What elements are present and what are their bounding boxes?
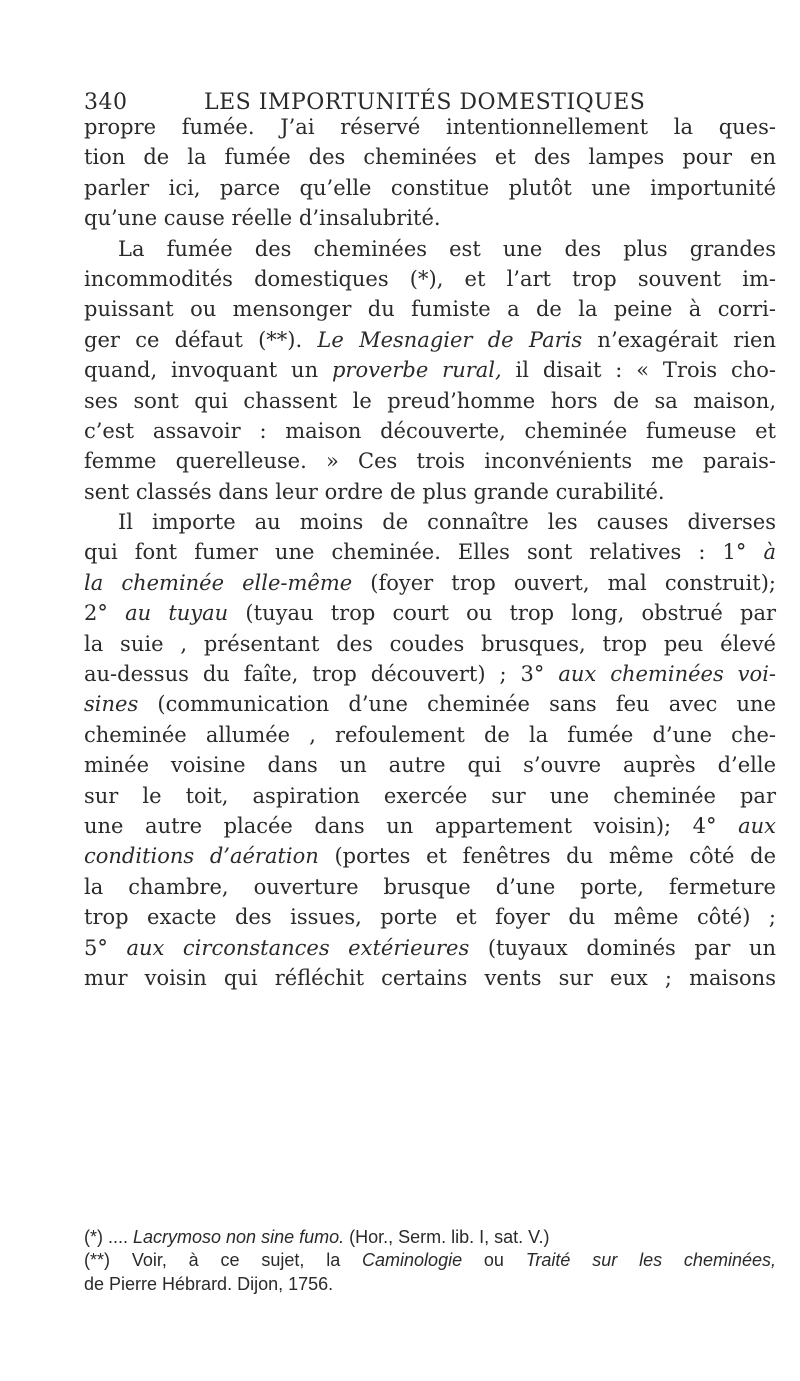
text-line: parler ici, parce qu’elle constitue plutôt une importunité xyxy=(84,175,776,200)
text-line: quand, invoquant un proverbe rural, il disait : « Trois cho- xyxy=(84,358,777,383)
text-line: la cheminée elle-même (foyer trop ouvert, mal construit); xyxy=(84,570,776,595)
text-line: incommodités domestiques (*), et l’art trop souvent im- xyxy=(84,266,776,291)
text-line: propre fumée. J’ai réservé intentionnellement la ques- xyxy=(84,115,776,139)
text-line: sent classés dans leur ordre de plus grande curabilité. xyxy=(84,479,665,504)
page-number: 340 xyxy=(84,90,128,115)
text-line: qu’une cause réelle d’insalubrité. xyxy=(84,206,441,231)
footnote-line: de Pierre Hébrard. Dijon, 1756. xyxy=(84,1273,334,1294)
text-line: une autre placée dans un appartement voisin); 4° aux xyxy=(84,813,776,838)
text-line: qui font fumer une cheminée. Elles sont relatives : 1° à xyxy=(84,540,776,565)
text-line: femme querelleuse. » Ces trois inconvénients me parais- xyxy=(84,449,776,474)
text-line: la suie , présentant des coudes brusques, trop peu élevé xyxy=(84,631,776,656)
footnotes xyxy=(84,1226,776,1296)
text-line: La fumée des cheminées est une des plus grandes xyxy=(118,236,776,261)
text-line: sur le toit, aspiration exercée sur une cheminée par xyxy=(84,783,776,808)
text-line: minée voisine dans un autre qui s’ouvre auprès d’elle xyxy=(84,753,776,778)
text-line: c’est assavoir : maison découverte, cheminée fumeuse et xyxy=(84,418,776,443)
text-line: mur voisin qui réfléchit certains vents sur eux ; maisons xyxy=(84,965,776,990)
text-line: la chambre, ouverture brusque d’une porte, fermeture xyxy=(84,874,776,899)
text-line: 5° aux circonstances extérieures (tuyaux dominés par un xyxy=(84,935,776,960)
body-text xyxy=(84,112,776,993)
text-line: sines (communication d’une cheminée sans feu avec une xyxy=(84,692,776,717)
text-line: ses sont qui chassent le preud’homme hors de sa maison, xyxy=(84,388,776,413)
text-line: au-dessus du faîte, trop découvert) ; 3° aux cheminées voi- xyxy=(84,662,777,687)
running-title: LES IMPORTUNITÉS DOMESTIQUES xyxy=(204,90,646,115)
text-line: cheminée allumée , refoulement de la fumée d’une che- xyxy=(84,722,776,747)
footnote-line: (**) Voir, à ce sujet, la Caminologie ou Traité sur les cheminées, xyxy=(84,1250,776,1271)
text-line: 2° au tuyau (tuyau trop court ou trop long, obstrué par xyxy=(84,601,776,626)
text-line: ger ce défaut (**). Le Mesnagier de Paris n’exagérait rien xyxy=(84,327,776,352)
text-line: Il importe au moins de connaître les causes diverses xyxy=(118,510,776,535)
text-line: puissant ou mensonger du fumiste a de la peine à corri- xyxy=(84,297,776,322)
text-line: tion de la fumée des cheminées et des lampes pour en xyxy=(84,145,776,170)
footnote-line: (*) .... Lacrymoso non sine fumo. (Hor., Serm. lib. I, sat. V.) xyxy=(84,1227,550,1247)
text-line: trop exacte des issues, porte et foyer du même côté) ; xyxy=(84,905,776,930)
text-line: conditions d’aération (portes et fenêtres du même côté de xyxy=(84,844,776,869)
